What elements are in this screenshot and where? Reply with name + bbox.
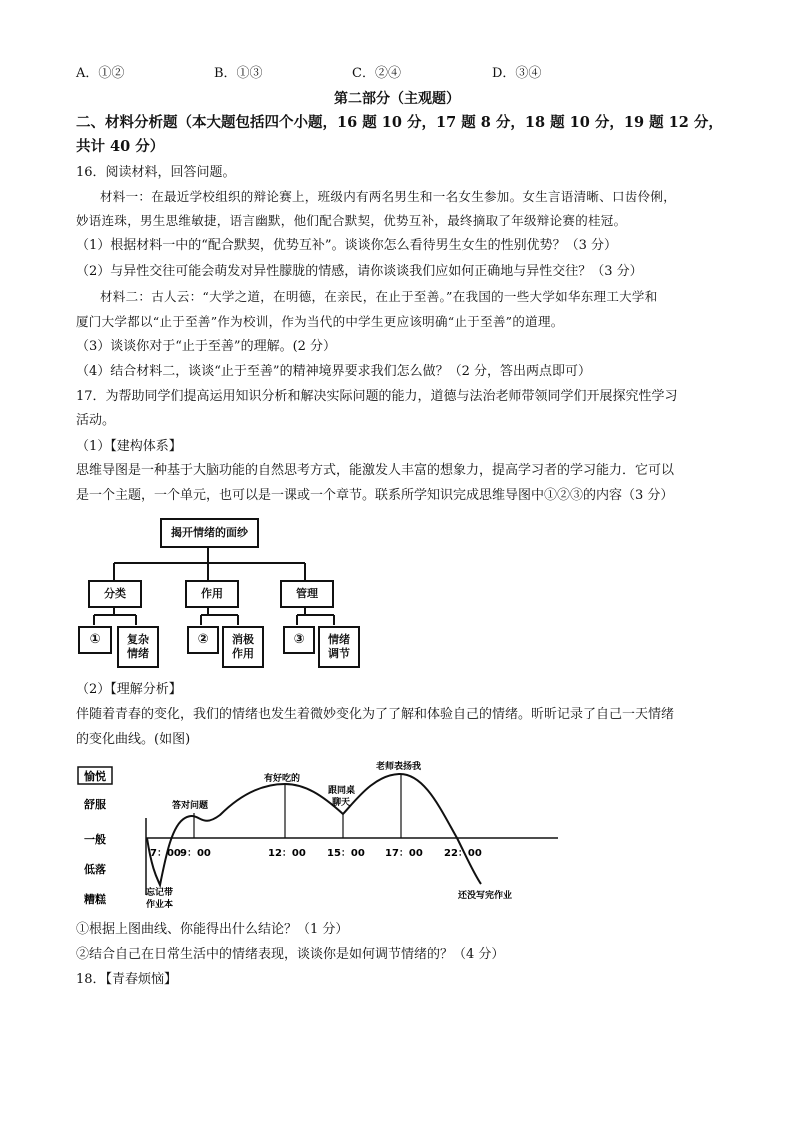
q16-material2-line2: 厦门大学都以“止于至善”作为校训，作为当代的中学生更应该明确“止于至善”的道理。 (76, 314, 564, 329)
q17-intro-line1: 17．为帮助同学们提高运用知识分析和解决实际问题的能力，道德与法治老师带领同学们开展探究性学习 (76, 389, 678, 404)
section-heading-line2: 共计 40 分） (76, 138, 165, 155)
section-heading-line1: 二、材料分析题（本大题包括四个小题，16 题 10 分，17 题 8 分，18 题 10 分，19 题 12 分， (76, 114, 723, 131)
leaf-emotion-regulation-line2: 调节 (328, 647, 350, 660)
q17-question2: ②结合自己在日常生活中的情绪表现，谈谈你是如何调节情绪的？（4 分） (76, 947, 505, 962)
q16-material2-line1: 材料二：古人云：“大学之道，在明德，在亲民，在止于至善。”在我国的一些大学如华东理工大学和 (100, 289, 658, 304)
q18-title: 18．【青春烦恼】 (76, 972, 178, 987)
y-label-bad: 糟糕 (84, 893, 106, 906)
leaf-negative-effect-line2: 作用 (232, 647, 254, 660)
leaf-complex-emotion-line1: 复杂 (127, 633, 149, 646)
x-label-22: 22：00 (444, 848, 482, 859)
q16-sub4: （4）结合材料二，谈谈“止于至善”的精神境界要求我们怎么做？（2 分，答出两点即可） (76, 364, 591, 379)
mind-map-branch-function: 作用 (185, 580, 239, 608)
event-teacher-praise: 老师表扬我 (376, 762, 422, 772)
option-b: B．①③ (214, 66, 263, 81)
q16-sub3: （3）谈谈你对于“止于至善”的理解。(2 分） (76, 339, 337, 354)
option-a: A．①② (76, 66, 125, 81)
event-unfinished-homework: 还没写完作业 (458, 891, 513, 901)
x-label-7: 7：00 (150, 848, 181, 859)
event-good-food: 有好吃的 (264, 774, 301, 784)
mind-map-root: 揭开情绪的面纱 (160, 518, 259, 548)
q16-intro: 16．阅读材料，回答问题。 (76, 165, 236, 180)
q16-sub2: （2）与异性交往可能会萌发对异性朦胧的情感，请你谈谈我们应如何正确地与异性交往？（3 分） (76, 264, 643, 279)
event-correct-answer: 答对问题 (172, 801, 209, 811)
emotion-curve (147, 774, 481, 885)
event-forgot-homework-line1: 忘记带 (146, 888, 174, 898)
event-forgot-homework-line2: 作业本 (146, 900, 174, 910)
leaf-negative-effect-line1: 消极 (232, 633, 254, 646)
mind-map-branch-management: 管理 (280, 580, 334, 608)
mind-map-blank-1: ① (78, 626, 112, 654)
q17-part1-line2: 是一个主题，一个单元，也可以是一课或一个章节。联系所学知识完成思维导图中①②③的内容（3 分） (76, 488, 674, 503)
event-chat-line1: 跟同桌 (328, 786, 356, 796)
y-label-normal: 一般 (84, 833, 106, 846)
q17-part1-line1: 思维导图是一种基于大脑功能的自然思考方式，能激发人丰富的想象力，提高学习者的学习能力．它可以 (76, 463, 675, 478)
y-label-pleasant: 愉悦 (84, 770, 106, 783)
q17-part2-line2: 的变化曲线。(如图) (76, 732, 191, 747)
q16-material1-line1: 材料一：在最近学校组织的辩论赛上，班级内有两名男生和一名女生参加。女生言语清晰、口齿伶俐， (100, 189, 677, 204)
q17-part2-title: （2）【理解分析】 (76, 682, 182, 697)
q17-question1: ①根据上图曲线、你能得出什么结论？（1 分） (76, 922, 349, 937)
x-label-17: 17：00 (385, 848, 423, 859)
y-label-low: 低落 (84, 863, 106, 876)
mind-map-blank-2: ② (187, 626, 219, 654)
mind-map-blank-3: ③ (283, 626, 315, 654)
leaf-complex-emotion-line2: 情绪 (127, 647, 149, 660)
x-label-12: 12：00 (268, 848, 306, 859)
q16-sub1: （1）根据材料一中的“配合默契，优势互补”。谈谈你怎么看待男生女生的性别优势？（3 分） (76, 238, 617, 253)
q17-part1-title: （1）【建构体系】 (76, 439, 182, 454)
x-label-9: 9：00 (180, 848, 211, 859)
part-title: 第二部分（主观题） (334, 91, 460, 107)
q17-part2-line1: 伴随着青春的变化，我们的情绪也发生着微妙变化为了了解和体验自己的情绪。昕昕记录了自己一天情绪 (76, 707, 675, 722)
leaf-emotion-regulation-line1: 情绪 (328, 633, 350, 646)
mind-map-branch-classification: 分类 (88, 580, 142, 608)
q16-material1-line2: 妙语连珠，男生思维敏捷，语言幽默，他们配合默契，优势互补，最终摘取了年级辩论赛的桂冠。 (76, 213, 627, 228)
q17-intro-line2: 活动。 (76, 413, 116, 428)
option-c: C．②④ (352, 66, 401, 81)
y-label-comfortable: 舒服 (84, 798, 106, 811)
event-chat-line2: 聊天 (332, 798, 351, 808)
option-d: D．③④ (492, 66, 542, 81)
x-label-15: 15：00 (327, 848, 365, 859)
